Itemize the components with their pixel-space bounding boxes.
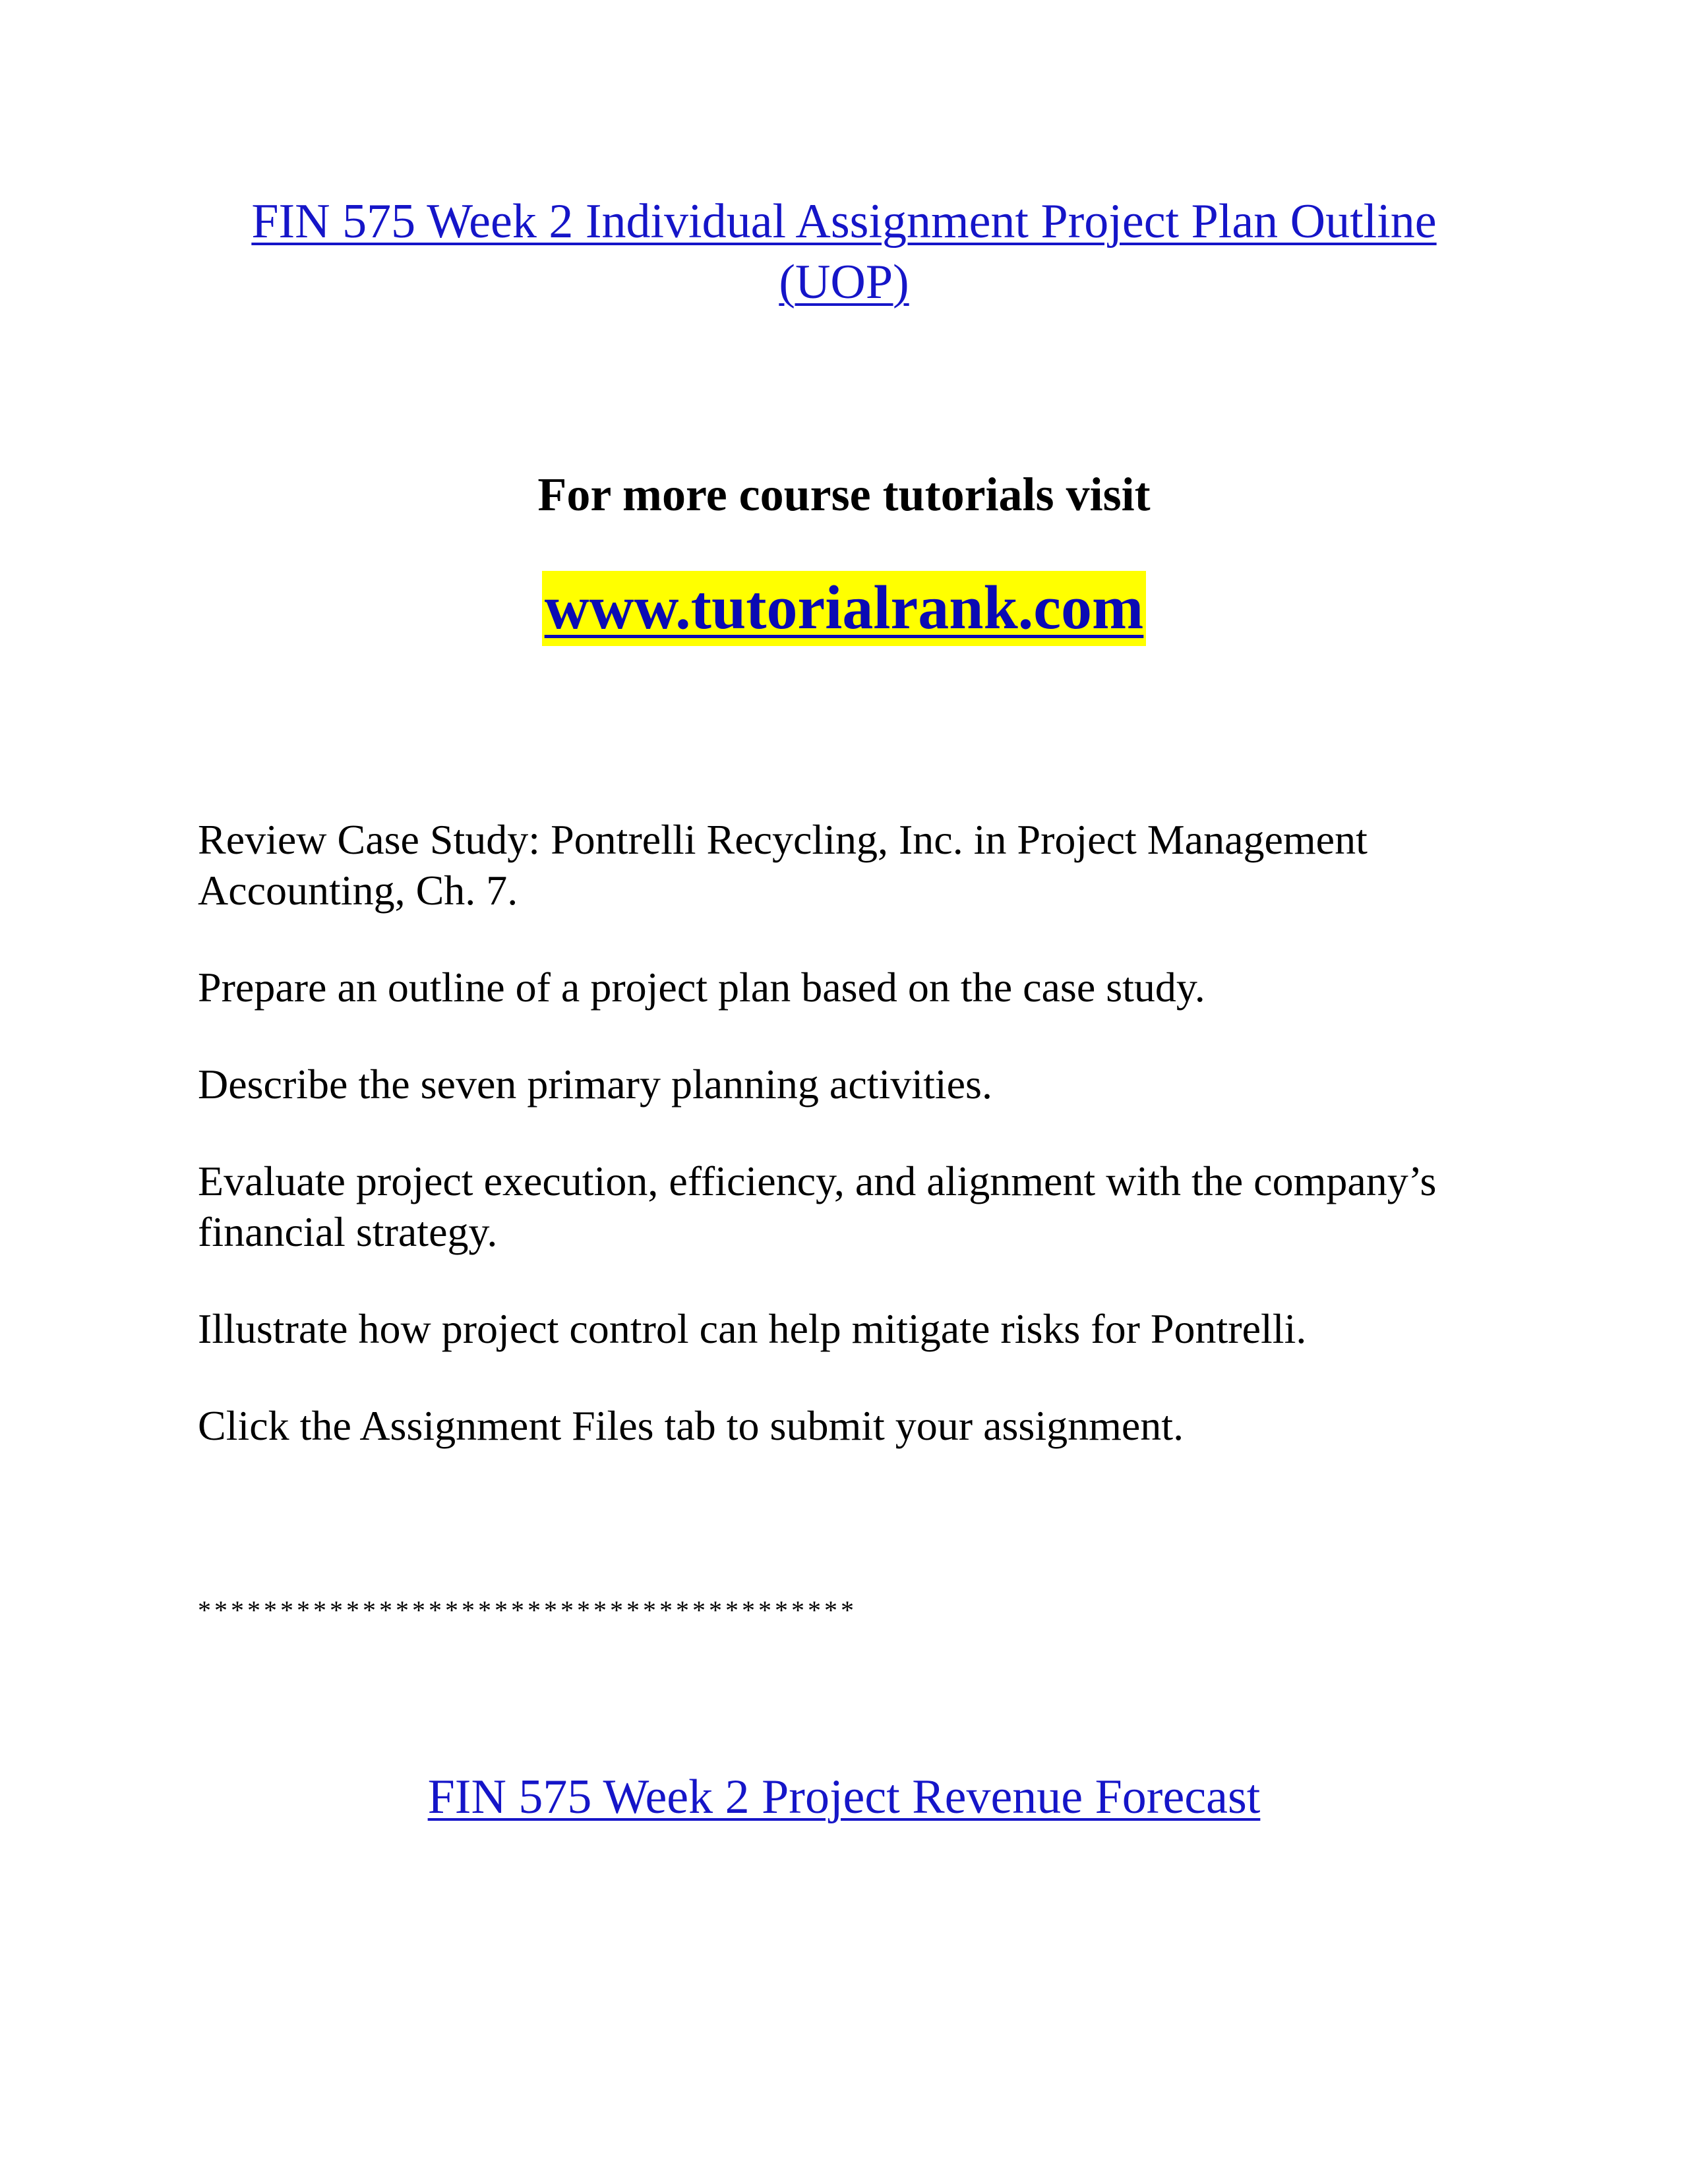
title-link[interactable]: FIN 575 Week 2 Individual Assignment Project Plan Outline (UOP) bbox=[251, 194, 1437, 309]
next-link-block bbox=[0, 1767, 1688, 1827]
site-block bbox=[0, 568, 1688, 647]
paragraph-review-case: Review Case Study: Pontrelli Recycling, Inc. in Project Management Accounting, Ch. 7. bbox=[198, 816, 1368, 914]
separator: **************************************** bbox=[198, 1595, 857, 1625]
paragraph-submit-instructions: Click the Assignment Files tab to submit your assignment. bbox=[198, 1402, 1184, 1449]
paragraph-describe-activities: Describe the seven primary planning activities. bbox=[198, 1061, 992, 1107]
paragraph-illustrate-control: Illustrate how project control can help mitigate risks for Pontrelli. bbox=[198, 1305, 1307, 1352]
next-assignment-link[interactable]: FIN 575 Week 2 Project Revenue Forecast bbox=[427, 1770, 1261, 1824]
paragraph-evaluate-execution: Evaluate project execution, efficiency, and alignment with the company’s financial strategy. bbox=[198, 1158, 1437, 1255]
site-link[interactable]: www.tutorialrank.com bbox=[542, 571, 1147, 646]
assignment-instructions bbox=[198, 814, 1503, 1497]
title-block bbox=[198, 191, 1490, 312]
promo-text: For more course tutorials visit bbox=[537, 468, 1151, 521]
paragraph-prepare-outline: Prepare an outline of a project plan based on the case study. bbox=[198, 964, 1205, 1011]
